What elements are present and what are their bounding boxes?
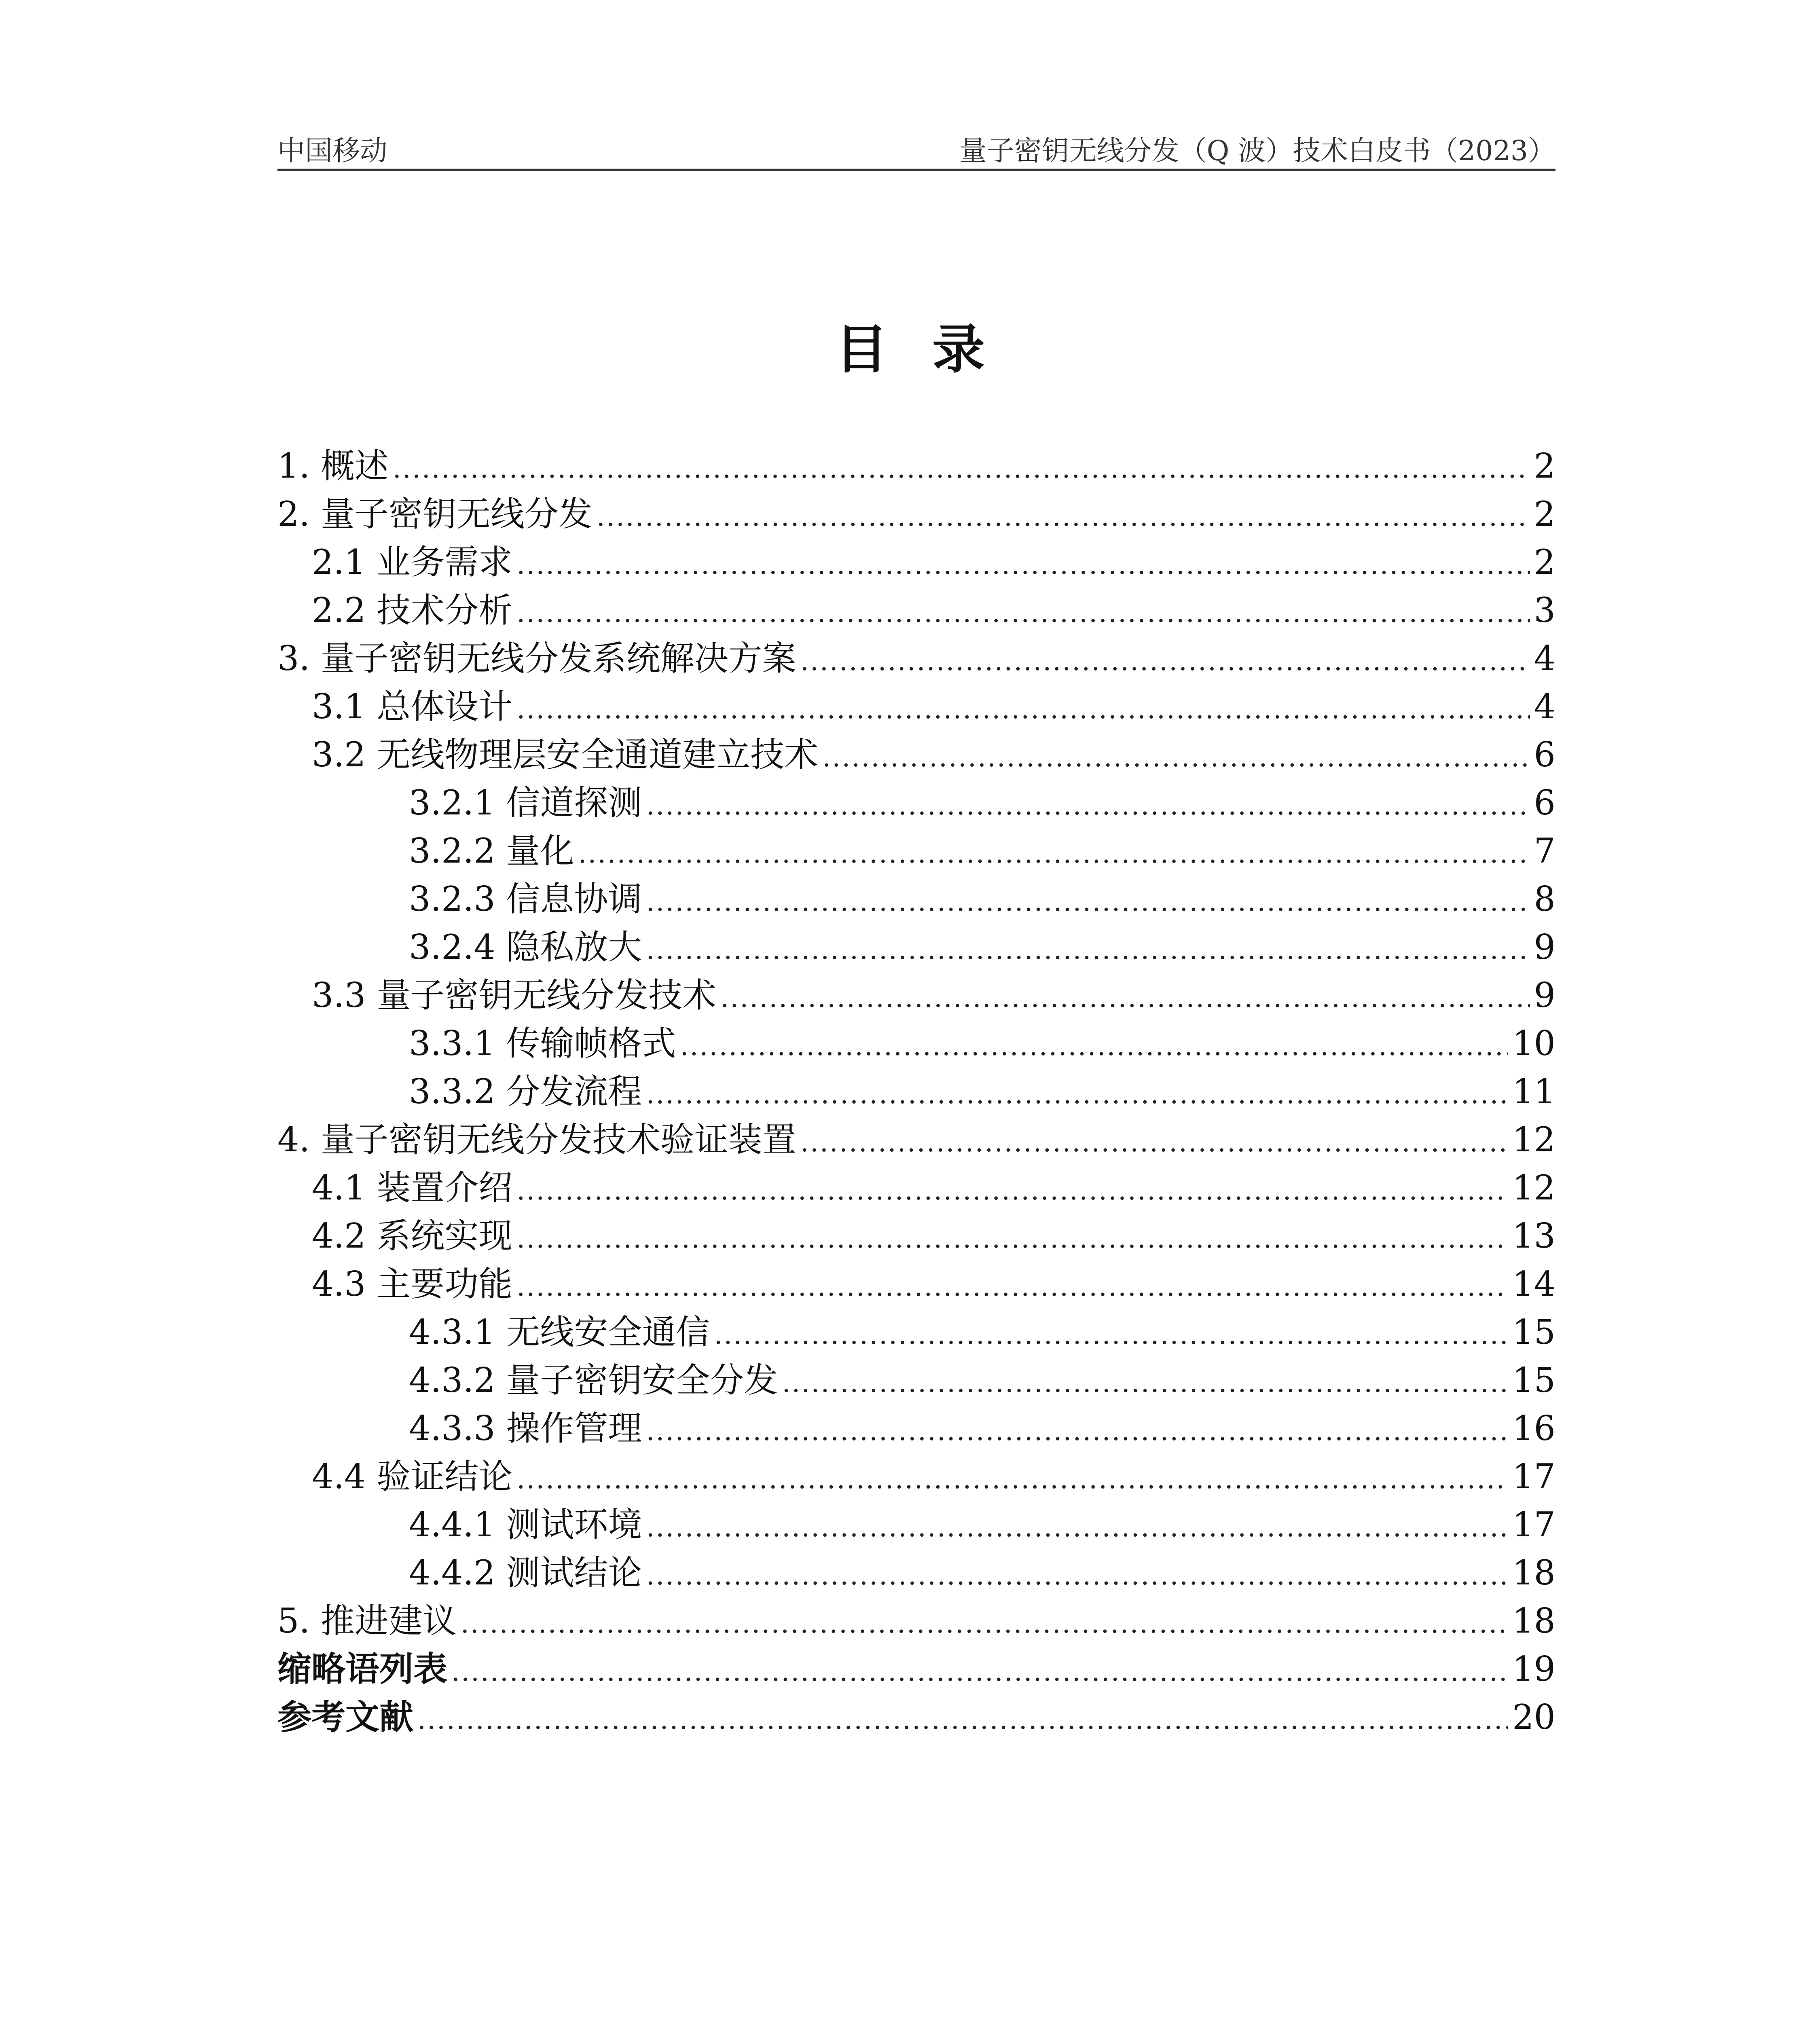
toc-entry-page-number: 4 <box>1534 639 1555 678</box>
toc-entry[interactable] <box>277 728 1555 776</box>
toc-dot-leader <box>680 1030 1508 1062</box>
toc-dot-leader <box>822 742 1530 773</box>
toc-entry-label: 4.3.1 无线安全通信 <box>409 1312 710 1352</box>
toc-entry-page-number: 19 <box>1512 1649 1555 1689</box>
table-of-contents <box>277 439 1555 1738</box>
toc-entry-page-number: 12 <box>1512 1168 1555 1208</box>
toc-entry-page-number: 6 <box>1534 735 1555 774</box>
toc-dot-leader <box>714 1319 1508 1350</box>
toc-entry-page-number: 8 <box>1534 879 1555 919</box>
toc-dot-leader <box>516 549 1530 580</box>
toc-entry-label: 4.3.2 量子密钥安全分发 <box>409 1360 778 1400</box>
toc-entry-page-number: 9 <box>1534 975 1555 1015</box>
toc-dot-leader <box>451 1656 1508 1687</box>
toc-dot-leader <box>646 934 1530 965</box>
toc-dot-leader <box>800 1127 1508 1158</box>
toc-entry-page-number: 6 <box>1534 783 1555 823</box>
toc-entry-label: 3.1 总体设计 <box>312 687 513 726</box>
toc-entry[interactable] <box>277 1546 1555 1594</box>
toc-entry-label: 4.3 主要功能 <box>312 1264 513 1304</box>
toc-entry-label: 3. 量子密钥无线分发系统解决方案 <box>277 639 796 678</box>
toc-dot-leader <box>578 838 1530 869</box>
toc-entry-label: 4.4.1 测试环境 <box>409 1505 642 1544</box>
toc-dot-leader <box>800 645 1530 677</box>
toc-entry-label: 3.2.4 隐私放大 <box>409 927 642 967</box>
toc-entry-page-number: 2 <box>1534 494 1555 534</box>
toc-entry-label: 3.2 无线物理层安全通道建立技术 <box>312 735 819 774</box>
toc-dot-leader <box>646 1560 1508 1591</box>
toc-entry-page-number: 12 <box>1512 1120 1555 1159</box>
toc-entry[interactable] <box>277 1305 1555 1353</box>
toc-entry[interactable] <box>277 1016 1555 1064</box>
toc-entry-page-number: 4 <box>1534 687 1555 726</box>
toc-dot-leader <box>516 694 1530 725</box>
toc-entry[interactable] <box>277 1161 1555 1209</box>
toc-entry-label: 4.2 系统实现 <box>312 1216 513 1256</box>
toc-entry-label: 2. 量子密钥无线分发 <box>277 494 593 534</box>
toc-dot-leader <box>461 1608 1508 1639</box>
toc-entry-page-number: 16 <box>1512 1409 1555 1448</box>
toc-entry[interactable] <box>277 1690 1555 1738</box>
toc-dot-leader <box>516 1464 1508 1495</box>
toc-entry-page-number: 18 <box>1512 1601 1555 1641</box>
toc-entry-page-number: 15 <box>1512 1360 1555 1400</box>
toc-entry-label: 4.4.2 测试结论 <box>409 1553 642 1593</box>
toc-dot-leader <box>646 886 1530 917</box>
toc-entry[interactable] <box>277 920 1555 968</box>
toc-entry-label: 3.2.1 信道探测 <box>409 783 642 823</box>
toc-entry[interactable] <box>277 439 1555 487</box>
toc-entry[interactable] <box>277 968 1555 1016</box>
toc-dot-leader <box>417 1704 1508 1735</box>
toc-entry-label: 3.2.2 量化 <box>409 831 574 871</box>
header-doc-title: 量子密钥无线分发（Q 波）技术白皮书（2023） <box>959 135 1555 167</box>
toc-dot-leader <box>720 982 1530 1013</box>
toc-entry-label: 5. 推进建议 <box>277 1601 457 1641</box>
toc-entry-page-number: 13 <box>1512 1216 1555 1256</box>
toc-entry-page-number: 9 <box>1534 927 1555 967</box>
toc-entry-label: 4. 量子密钥无线分发技术验证装置 <box>277 1120 796 1159</box>
toc-entry-page-number: 14 <box>1512 1264 1555 1304</box>
toc-entry-label: 4.1 装置介绍 <box>312 1168 513 1208</box>
toc-entry-page-number: 15 <box>1512 1312 1555 1352</box>
toc-entry-page-number: 20 <box>1512 1697 1555 1737</box>
toc-entry-label: 4.4 验证结论 <box>312 1457 513 1496</box>
toc-dot-leader <box>646 1415 1508 1447</box>
toc-entry-page-number: 2 <box>1534 542 1555 582</box>
toc-entry[interactable] <box>277 583 1555 631</box>
toc-dot-leader <box>646 790 1530 821</box>
toc-entry[interactable] <box>277 1353 1555 1401</box>
toc-entry-label: 2.2 技术分析 <box>312 590 513 630</box>
toc-dot-leader <box>516 1223 1508 1254</box>
toc-entry[interactable] <box>277 535 1555 583</box>
toc-entry[interactable] <box>277 824 1555 872</box>
toc-entry-page-number: 10 <box>1512 1024 1555 1063</box>
toc-entry-label: 3.2.3 信息协调 <box>409 879 642 919</box>
toc-entry[interactable] <box>277 1594 1555 1642</box>
toc-entry-label: 3.3.2 分发流程 <box>409 1072 642 1111</box>
toc-entry-label: 3.3 量子密钥无线分发技术 <box>312 975 717 1015</box>
toc-entry[interactable] <box>277 1113 1555 1161</box>
toc-entry-page-number: 3 <box>1534 590 1555 630</box>
toc-entry[interactable] <box>277 679 1555 728</box>
toc-entry-label: 缩略语列表 <box>277 1649 448 1689</box>
toc-entry-page-number: 18 <box>1512 1553 1555 1593</box>
toc-dot-leader <box>646 1512 1508 1543</box>
toc-entry[interactable] <box>277 1257 1555 1305</box>
toc-entry-label: 2.1 业务需求 <box>312 542 513 582</box>
toc-dot-leader <box>597 501 1530 532</box>
toc-entry-label: 3.3.1 传输帧格式 <box>409 1024 676 1063</box>
toc-entry-page-number: 17 <box>1512 1457 1555 1496</box>
toc-entry[interactable] <box>277 1642 1555 1690</box>
toc-dot-leader <box>516 1271 1508 1302</box>
toc-entry[interactable] <box>277 872 1555 920</box>
toc-entry[interactable] <box>277 776 1555 824</box>
toc-dot-leader <box>646 1079 1508 1110</box>
toc-entry-page-number: 7 <box>1534 831 1555 871</box>
toc-entry[interactable] <box>277 1064 1555 1113</box>
toc-entry-page-number: 11 <box>1512 1072 1555 1111</box>
toc-title: 目录 <box>835 319 1029 380</box>
toc-entry[interactable] <box>277 1497 1555 1546</box>
toc-entry-page-number: 17 <box>1512 1505 1555 1544</box>
toc-entry[interactable] <box>277 1449 1555 1497</box>
toc-dot-leader <box>516 597 1530 628</box>
header-org: 中国移动 <box>277 135 388 167</box>
toc-entry-label: 参考文献 <box>277 1697 414 1737</box>
toc-entry-label: 1. 概述 <box>277 446 389 486</box>
page-header <box>277 123 1555 171</box>
toc-dot-leader <box>782 1367 1508 1398</box>
toc-entry-page-number: 2 <box>1534 446 1555 486</box>
toc-entry[interactable] <box>277 1401 1555 1449</box>
toc-entry[interactable] <box>277 1209 1555 1257</box>
toc-dot-leader <box>393 453 1530 484</box>
toc-entry-label: 4.3.3 操作管理 <box>409 1409 642 1448</box>
toc-dot-leader <box>516 1175 1508 1206</box>
toc-entry[interactable] <box>277 487 1555 535</box>
toc-entry[interactable] <box>277 631 1555 679</box>
